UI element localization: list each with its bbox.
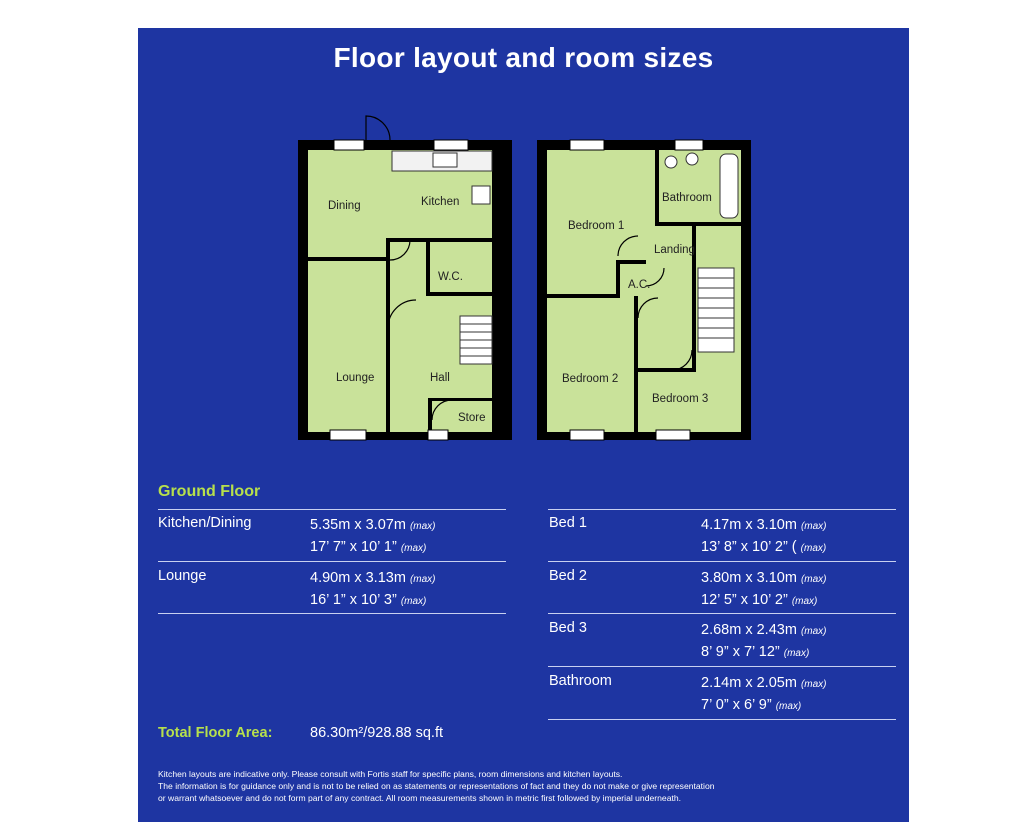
- divider: [548, 719, 896, 720]
- first-window-bed1: [570, 140, 604, 150]
- wall-bed1-bottom: [547, 294, 619, 298]
- max-note: (max): [409, 574, 436, 585]
- room-name: Kitchen/Dining: [158, 515, 252, 531]
- metric-size: 2.14m x 2.05m: [701, 675, 797, 691]
- sink-icon: [433, 153, 457, 167]
- imperial-size: 17’ 7” x 10’ 1”: [310, 539, 397, 555]
- room-label-bedroom1: Bedroom 1: [568, 220, 625, 232]
- divider: [548, 613, 896, 614]
- imperial-size: 13’ 8” x 10’ 2” (: [701, 539, 797, 555]
- wall-ac-top: [616, 260, 646, 264]
- max-note: (max): [783, 648, 810, 659]
- room-label-bathroom: Bathroom: [662, 192, 712, 204]
- front-door: [428, 430, 448, 440]
- room-dimensions: [701, 515, 901, 559]
- wall-bed3-top: [634, 368, 694, 372]
- wall-bed2-bed3: [634, 296, 638, 432]
- wall-lounge-hall: [386, 238, 390, 432]
- max-note: (max): [400, 543, 427, 554]
- room-dimensions: [701, 620, 901, 664]
- room-name: Bed 1: [549, 515, 587, 531]
- metric-size: 3.80m x 3.10m: [701, 570, 797, 586]
- wall-wc-bottom: [426, 292, 492, 296]
- room-dimensions: [310, 568, 510, 612]
- total-floor-area-value: 86.30m²/928.88 sq.ft: [310, 725, 443, 741]
- room-name: Bathroom: [549, 673, 612, 689]
- room-name: Bed 2: [549, 568, 587, 584]
- divider: [548, 509, 896, 510]
- wall-wc-left: [426, 238, 430, 294]
- wall-dining-lounge: [308, 257, 388, 261]
- metric-size: 4.90m x 3.13m: [310, 570, 406, 586]
- room-label-hall: Hall: [430, 372, 450, 384]
- room-label-landing: Landing: [654, 244, 695, 256]
- disclaimer-line: The information is for guidance only and is not to be relied on as statements or representations of fact and they do not make or give representation: [158, 781, 715, 791]
- room-label-wc: W.C.: [438, 271, 463, 283]
- imperial-size: 7’ 0” x 6’ 9”: [701, 697, 772, 713]
- max-note: (max): [800, 574, 827, 585]
- wall-bathroom-bottom: [655, 222, 741, 226]
- wall-kitchen-wc: [386, 238, 492, 242]
- first-stairs: [698, 268, 734, 352]
- max-note: (max): [800, 521, 827, 532]
- divider: [158, 613, 506, 614]
- ground-floor-plan: [298, 116, 512, 440]
- max-note: (max): [791, 596, 818, 607]
- ground-window-dining: [334, 140, 364, 150]
- room-label-ac: A.C.: [628, 279, 651, 291]
- room-label-lounge: Lounge: [336, 372, 375, 384]
- wall-bathroom-left: [655, 150, 659, 226]
- wall-store-left: [428, 398, 432, 432]
- room-label-bedroom3: Bedroom 3: [652, 393, 709, 405]
- room-dimensions: [701, 673, 901, 717]
- room-label-bedroom2: Bedroom 2: [562, 373, 619, 385]
- total-floor-area-label: Total Floor Area:: [158, 725, 273, 741]
- divider: [548, 666, 896, 667]
- max-note: (max): [800, 543, 827, 554]
- ground-window-lounge: [330, 430, 366, 440]
- room-label-kitchen: Kitchen: [421, 196, 460, 208]
- wall-store-top: [428, 398, 492, 401]
- room-label-dining: Dining: [328, 200, 361, 212]
- room-name: Lounge: [158, 568, 207, 584]
- divider: [158, 509, 506, 510]
- first-window-bed3: [656, 430, 690, 440]
- basin-icon: [686, 153, 698, 165]
- ground-floor-heading: Ground Floor: [158, 483, 261, 500]
- hob-icon: [472, 186, 490, 204]
- room-label-store: Store: [458, 412, 486, 424]
- divider: [158, 561, 506, 562]
- metric-size: 4.17m x 3.10m: [701, 517, 797, 533]
- bath-icon: [720, 154, 738, 218]
- floor-plans: [138, 28, 909, 468]
- disclaimer-line: Kitchen layouts are indicative only. Please consult with Fortis staff for specific plans, room dimensions and kitchen layouts.: [158, 769, 623, 779]
- imperial-size: 12’ 5” x 10’ 2”: [701, 592, 788, 608]
- imperial-size: 8’ 9” x 7’ 12”: [701, 644, 780, 660]
- max-note: (max): [800, 626, 827, 637]
- room-dimensions: [310, 515, 510, 559]
- max-note: (max): [409, 521, 436, 532]
- first-floor-plan: [537, 140, 751, 440]
- room-dimensions: [701, 568, 901, 612]
- ground-window-kitchen: [434, 140, 468, 150]
- toilet-icon: [665, 156, 677, 168]
- metric-size: 2.68m x 2.43m: [701, 622, 797, 638]
- max-note: (max): [775, 701, 802, 712]
- first-window-bathroom: [675, 140, 703, 150]
- max-note: (max): [400, 596, 427, 607]
- disclaimer: [158, 768, 898, 804]
- wall-ac-left: [616, 260, 620, 298]
- info-panel: [138, 28, 909, 822]
- imperial-size: 16’ 1” x 10’ 3”: [310, 592, 397, 608]
- back-door-swing: [366, 116, 390, 140]
- divider: [548, 561, 896, 562]
- page-title: Floor layout and room sizes: [333, 42, 714, 73]
- room-name: Bed 3: [549, 620, 587, 636]
- disclaimer-line: or warrant whatsoever and do not form part of any contract. All room measurements shown in metric first followed by imperial underneath.: [158, 793, 682, 803]
- ground-interior: [308, 150, 492, 432]
- max-note: (max): [800, 679, 827, 690]
- metric-size: 5.35m x 3.07m: [310, 517, 406, 533]
- first-window-bed2: [570, 430, 604, 440]
